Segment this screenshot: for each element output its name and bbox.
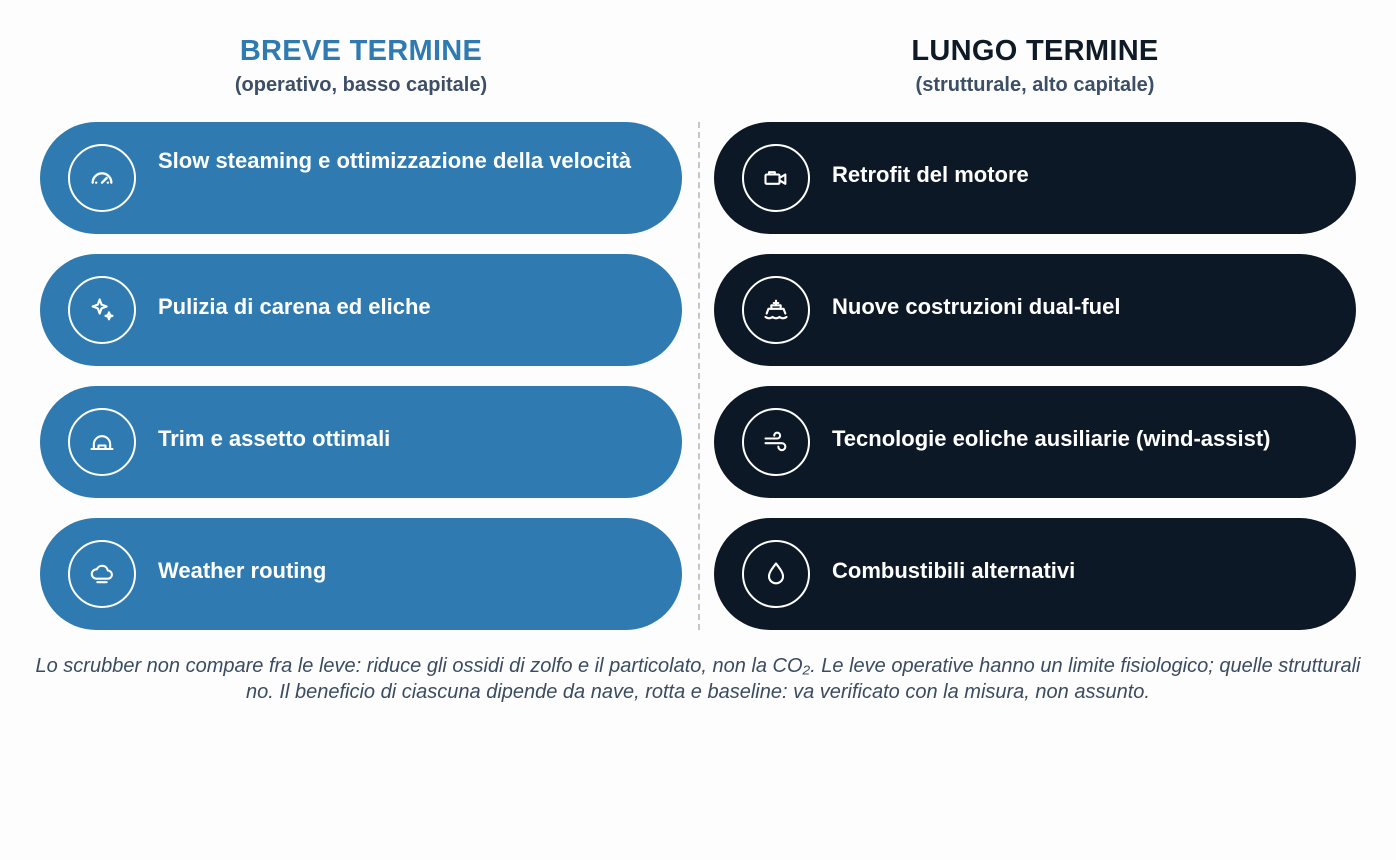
wind-icon [742, 408, 810, 476]
card-label: Nuove costruzioni dual-fuel [832, 294, 1121, 319]
footnote: Lo scrubber non compare fra le leve: riduce gli ossidi di zolfo e il particolato, non la CO₂. Le leve operative hanno un limite fisiologico; quelle strutturali no. Il beneficio di ciascuna dipende da nave, rotta e baseline: va verificato con la misura, non assunto. [35, 655, 1361, 703]
card-label: Combustibili alternativi [832, 558, 1076, 583]
card-label: Retrofit del motore [832, 162, 1029, 187]
hull-trim-icon [68, 408, 136, 476]
cloud-icon [68, 540, 136, 608]
ship-icon [742, 276, 810, 344]
long-term-card-dual-fuel [714, 254, 1356, 366]
long-term-title: LUNGO TERMINE [911, 35, 1159, 67]
short-term-card-slow-steaming [40, 122, 682, 234]
speedometer-icon [68, 144, 136, 212]
droplet-icon [742, 540, 810, 608]
card-label: Slow steaming e ottimizzazione della velocità [158, 148, 632, 173]
sparkles-icon [68, 276, 136, 344]
long-term-card-engine-retrofit [714, 122, 1356, 234]
card-label: Trim e assetto ottimali [158, 426, 391, 451]
engine-icon [742, 144, 810, 212]
short-term-header [40, 34, 682, 97]
card-label: Weather routing [158, 558, 327, 583]
long-term-header [714, 34, 1356, 97]
short-term-title: BREVE TERMINE [239, 35, 483, 67]
long-term-card-alternative-fuels [714, 518, 1356, 630]
short-term-card-trim [40, 386, 682, 498]
card-label: Tecnologie eoliche ausiliarie (wind-assist) [832, 426, 1271, 451]
short-term-card-hull-cleaning [40, 254, 682, 366]
long-term-card-wind-assist [714, 386, 1356, 498]
short-term-card-weather-routing [40, 518, 682, 630]
short-term-subtitle: (operativo, basso capitale) [234, 74, 488, 96]
long-term-subtitle: (strutturale, alto capitale) [915, 74, 1155, 96]
column-divider [698, 122, 700, 630]
card-label: Pulizia di carena ed eliche [158, 294, 431, 319]
